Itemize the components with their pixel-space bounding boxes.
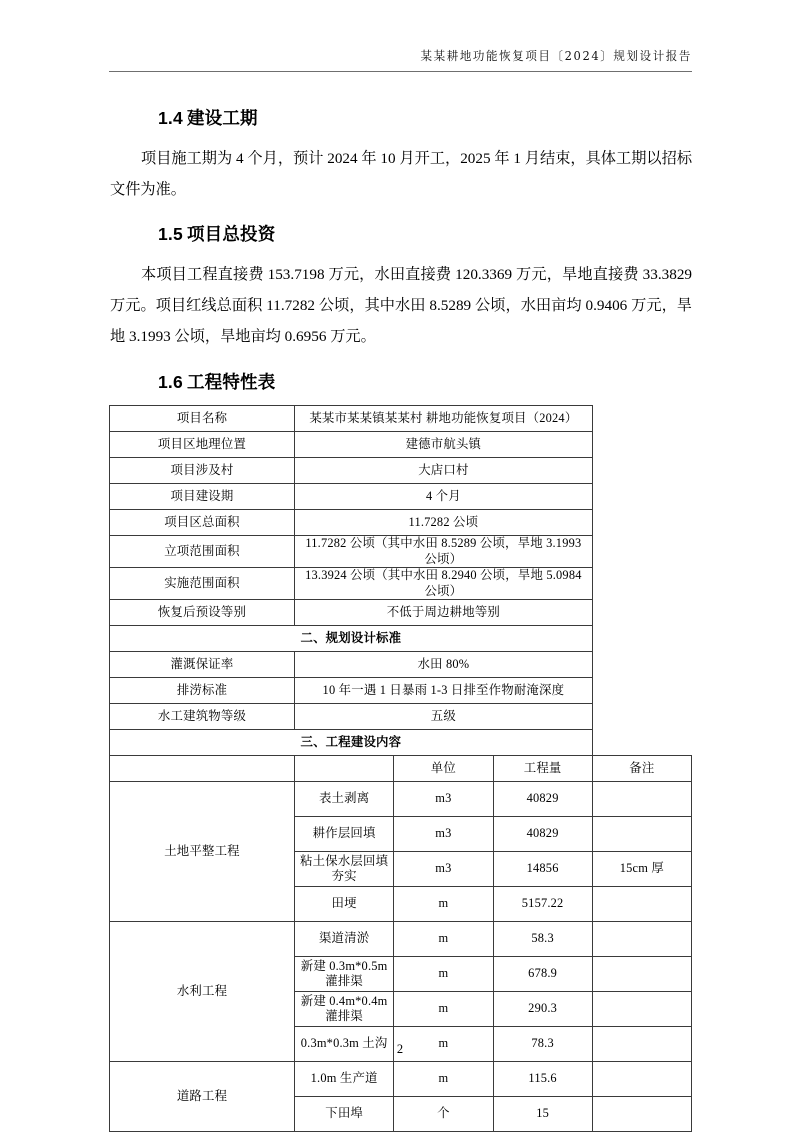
- row-item: 渠道清淤: [295, 922, 394, 957]
- table-row: [110, 536, 692, 568]
- row-item: 表土剥离: [295, 782, 394, 817]
- row-label: 项目区总面积: [110, 510, 295, 536]
- row-unit: m: [394, 1062, 493, 1097]
- row-quantity: 15: [493, 1097, 592, 1132]
- row-note: [592, 992, 691, 1027]
- table-row: [110, 406, 692, 432]
- row-label: 项目涉及村: [110, 458, 295, 484]
- table-row: [110, 922, 692, 957]
- heading-1-4-number: 1.4: [158, 108, 183, 128]
- row-item: 田埂: [295, 887, 394, 922]
- row-note: [592, 957, 691, 992]
- table-row: [110, 652, 692, 678]
- row-item: 新建 0.3m*0.5m 灌排渠: [295, 957, 394, 992]
- row-quantity: 290.3: [493, 992, 592, 1027]
- content-header-row: [110, 756, 692, 782]
- row-quantity: 14856: [493, 852, 592, 887]
- engineering-characteristics-table: [109, 405, 692, 1132]
- row-item: 粘土保水层回填夯实: [295, 852, 394, 887]
- row-unit: m: [394, 957, 493, 992]
- header-divider: [109, 71, 692, 72]
- row-label: 项目建设期: [110, 484, 295, 510]
- spec-table-body: [110, 406, 692, 1132]
- heading-1-5-title: 项目总投资: [186, 224, 276, 244]
- page-number: 2: [396, 1042, 404, 1056]
- row-unit: m: [394, 887, 493, 922]
- heading-1-6: [158, 369, 275, 394]
- table-row: [110, 600, 692, 626]
- row-label: 项目区地理位置: [110, 432, 295, 458]
- heading-1-5: [158, 221, 275, 246]
- table-row: [110, 678, 692, 704]
- row-unit: 个: [394, 1097, 493, 1132]
- row-value: 五级: [295, 704, 593, 730]
- paragraph-1-4: 项目施工期为 4 个月，预计 2024 年 10 月开工，2025 年 1 月结束，具体工期以招标文件为准。: [110, 150, 692, 198]
- table-row: [110, 782, 692, 817]
- row-quantity: 40829: [493, 817, 592, 852]
- row-value: 11.7282 公顷: [295, 510, 593, 536]
- row-item: 下田埠: [295, 1097, 394, 1132]
- row-label: 实施范围面积: [110, 568, 295, 600]
- row-quantity: 678.9: [493, 957, 592, 992]
- table-section-banner-row: [110, 626, 692, 652]
- row-quantity: 78.3: [493, 1027, 592, 1062]
- row-quantity: 115.6: [493, 1062, 592, 1097]
- paragraph-1-5: 本项目工程直接费 153.7198 万元，水田直接费 120.3369 万元，旱地直接费 33.3829 万元。项目红线总面积 11.7282 公顷，其中水田 8.5289 公顷，水田亩均 0.9406 万元，旱地 3.1993 公顷，旱地亩均 0.6956 万元。: [110, 266, 692, 345]
- row-value: 不低于周边耕地等别: [295, 600, 593, 626]
- heading-1-6-number: 1.6: [158, 372, 183, 392]
- row-value: 大店口村: [295, 458, 593, 484]
- row-label: 项目名称: [110, 406, 295, 432]
- content-header-item-blank: [295, 756, 394, 782]
- row-value: 水田 80%: [295, 652, 593, 678]
- header-title: 某某耕地功能恢复项目〔2024〕规划设计报告: [420, 48, 692, 63]
- group-label-water-conservancy: 水利工程: [110, 922, 295, 1062]
- row-value: 某某市某某镇某某村 耕地功能恢复项目（2024）: [295, 406, 593, 432]
- content-header-quantity: 工程量: [493, 756, 592, 782]
- content-header-blank: [110, 756, 295, 782]
- row-note: [592, 922, 691, 957]
- row-note: 15cm 厚: [592, 852, 691, 887]
- row-item: 0.3m*0.3m 土沟: [295, 1027, 394, 1062]
- table-section-banner-row: [110, 730, 692, 756]
- table-row: [110, 484, 692, 510]
- row-note: [592, 887, 691, 922]
- row-item: 耕作层回填: [295, 817, 394, 852]
- row-label: 恢复后预设等别: [110, 600, 295, 626]
- row-value: 11.7282 公顷（其中水田 8.5289 公顷，旱地 3.1993 公顷）: [295, 536, 593, 568]
- row-value: 13.3924 公顷（其中水田 8.2940 公顷，旱地 5.0984 公顷）: [295, 568, 593, 600]
- row-unit: m3: [394, 782, 493, 817]
- heading-1-4: [158, 105, 258, 130]
- group-label-road: 道路工程: [110, 1062, 295, 1132]
- row-label: 灌溉保证率: [110, 652, 295, 678]
- row-label: 立项范围面积: [110, 536, 295, 568]
- section-banner-standards: 二、规划设计标准: [110, 626, 593, 652]
- row-note: [592, 817, 691, 852]
- row-item: 新建 0.4m*0.4m 灌排渠: [295, 992, 394, 1027]
- table-row: [110, 510, 692, 536]
- row-value: 建德市航头镇: [295, 432, 593, 458]
- row-quantity: 58.3: [493, 922, 592, 957]
- row-value: 10 年一遇 1 日暴雨 1-3 日排至作物耐淹深度: [295, 678, 593, 704]
- row-quantity: 40829: [493, 782, 592, 817]
- table-row: [110, 1062, 692, 1097]
- row-unit: m: [394, 992, 493, 1027]
- row-label: 排涝标准: [110, 678, 295, 704]
- table-row: [110, 458, 692, 484]
- content-header-note: 备注: [592, 756, 691, 782]
- row-unit: m3: [394, 817, 493, 852]
- row-value: 4 个月: [295, 484, 593, 510]
- content-header-unit: 单位: [394, 756, 493, 782]
- table-row: [110, 704, 692, 730]
- row-label: 水工建筑物等级: [110, 704, 295, 730]
- row-note: [592, 1062, 691, 1097]
- heading-1-4-title: 建设工期: [186, 108, 258, 128]
- section-banner-content: 三、工程建设内容: [110, 730, 593, 756]
- heading-1-6-title: 工程特性表: [186, 372, 276, 392]
- heading-1-5-number: 1.5: [158, 224, 183, 244]
- row-unit: m: [394, 1027, 493, 1062]
- group-label-land-leveling: 土地平整工程: [110, 782, 295, 922]
- running-header: [109, 50, 692, 72]
- table-row: [110, 568, 692, 600]
- row-quantity: 5157.22: [493, 887, 592, 922]
- row-unit: m3: [394, 852, 493, 887]
- row-item: 1.0m 生产道: [295, 1062, 394, 1097]
- row-unit: m: [394, 922, 493, 957]
- row-note: [592, 1097, 691, 1132]
- row-note: [592, 782, 691, 817]
- table-row: [110, 432, 692, 458]
